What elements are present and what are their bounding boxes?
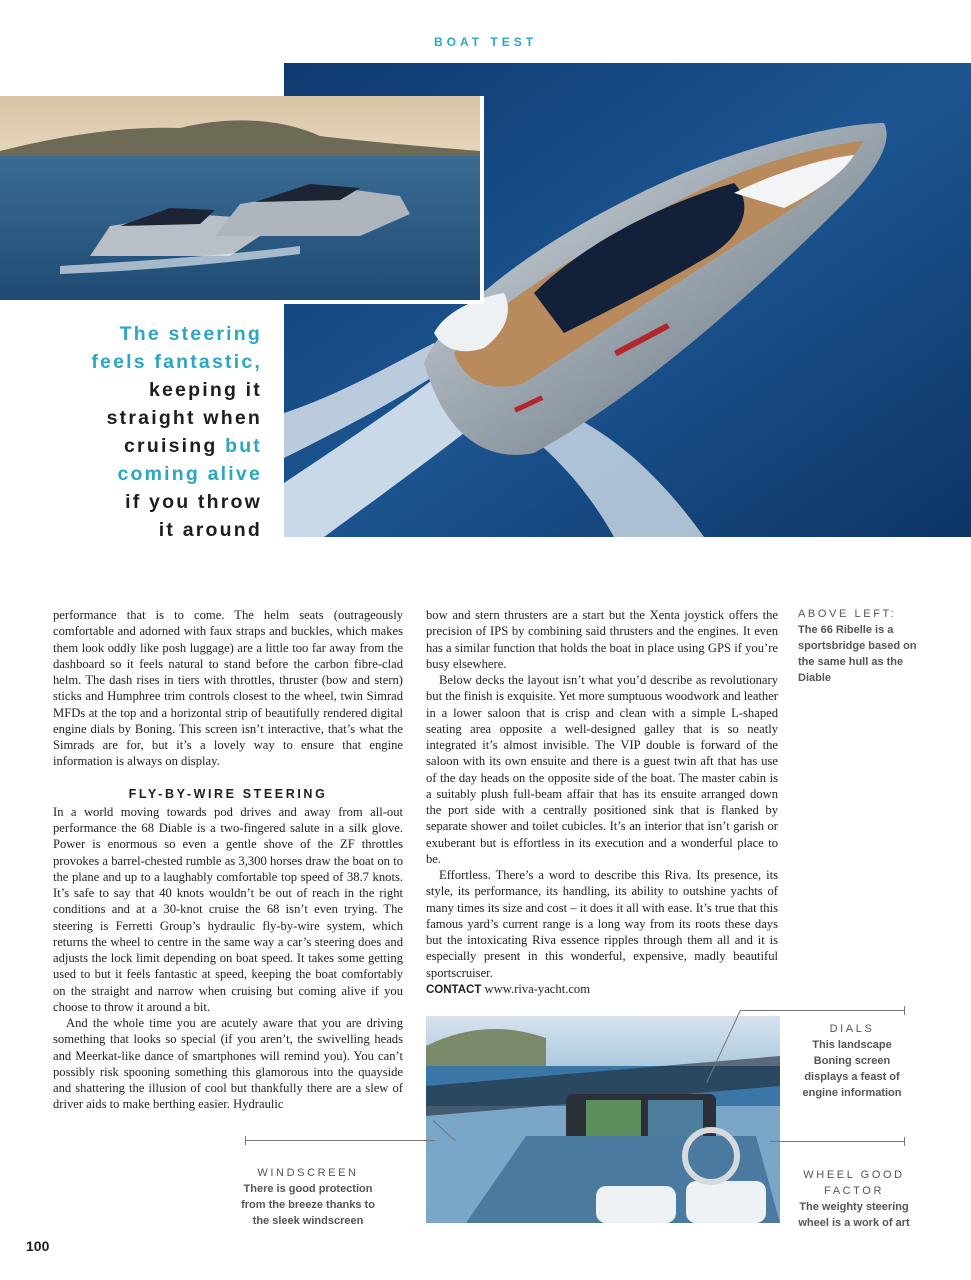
paragraph: bow and stern thrusters are a start but the Xenta joystick offers the precision of IPS by combining said thrusters and the engines. It even has a similar function that holds the boat in place using GPS if you’re busy elsewhere. [426,608,778,671]
pull-quote [40,320,262,544]
pull-quote-line-7: if you throw [125,491,262,513]
contact-line [426,981,778,998]
caption-body: There is good protection from the breeze thanks to the sleek windscreen [241,1183,375,1227]
callout-line-windscreen [245,1140,435,1141]
pull-quote-line-5: cruising but [124,435,262,457]
caption-body: The weighty steering wheel is a work of art [798,1201,910,1229]
caption-wheel [792,1167,916,1231]
caption-body: The 66 Ribelle is a sportsbridge based on the same hull as the Diable [798,624,917,684]
caption-body: This landscape Boning screen displays a feast of engine information [802,1039,902,1099]
contact-url[interactable]: www.riva-yacht.com [484,981,591,996]
caption-heading: WHEEL GOOD FACTOR [803,1169,905,1197]
callout-tick-dials [904,1006,905,1015]
caption-windscreen [236,1165,380,1229]
caption-heading: DIALS [829,1023,875,1035]
caption-above-left [798,606,918,686]
pull-quote-line-4: straight when [106,407,262,429]
island-yachts-illustration [0,96,480,300]
article-column-1 [53,607,403,1113]
helm-photo [426,1016,780,1223]
caption-heading: ABOVE LEFT: [798,608,897,620]
paragraph: And the whole time you are acutely aware that you are driving something that looks so special (if you aren’t, the swivelling heads and Meerkat-like dance of smartphones will remind you). You can’t possibly risk spooning something this glamorous into the quayside and shattering the illusion of cool but thankfully there are a slew of driver aids to make berthing easier. Hydraulic [53,1016,403,1112]
caption-heading: WINDSCREEN [257,1167,359,1179]
section-tag: BOAT TEST [433,35,538,49]
callout-tick-wheel [904,1137,905,1146]
callout-line-dials [740,1010,905,1011]
inset-yachts-photo [0,96,484,304]
paragraph: performance that is to come. The helm seats (outrageously comfortable and adorned with faux straps and buckles, which makes them look oddly like posh luggage) are a little too far away from the dashboard so it feels natural to stand before the carbon fibre-clad helm. The dash rises in tiers with throttles, thruster (bow and stern) sticks and Humphree trim controls closest to the wheel, twin Simrad MFDs at the top and a horizontal strip of beautifully rendered digital engine dials by Boning. This screen isn’t interactive, that’s what the Simrads are for, but it’s a lovely way to ensure that engine information is always on display. [53,608,403,769]
pull-quote-line-6: coming alive [117,463,262,485]
paragraph: Below decks the layout isn’t what you’d describe as revolutionary but the finish is exquisite. Yet more sumptuous woodwork and leather in a lower saloon that is crisp and clean with a simple L-shaped seating area opposite a well-designed galley that is so neatly integrated it’s almost invisible. The VIP double is forward of the saloon with its own ensuite and there is a guest twin aft that has use of the day heads on the opposite side of the boat. The master cabin is a suitably plush full-beam affair that has its ensuite arranged down the port side with a centrally positioned sink that is flanked by separate shower and toilet cubicles. It’s an interior that isn’t garish or exuberant but is effortless in its execution and a wonderful place to be. [426,673,778,866]
pull-quote-line-2: feels fantastic, [91,351,262,373]
paragraph: In a world moving towards pod drives and away from all-out performance the 68 Diable is a two-fingered salute in a silk glove. Power is enormous so even a gentle shove of the ZF throttles provokes a barrel-chested rumble as 3,300 horses draw the boat on to the plane and up to a laughably comfortable top speed of 38.7 knots. It’s safe to say that 40 knots wouldn’t be out of reach in the right conditions and at a 30-knot cruise the 68 isn’t even trying. The steering is Ferretti Group’s hydraulic fly-by-wire system, which returns the wheel to centre in the same way a car’s steering does and adjusts the lock limit depending on boat speed. It takes some getting used to but it feels fantastic at speed, keeping the boat comfortably on the straight and narrow when cruising but coming alive if you choose to throw it around a bit. [53,804,403,1014]
pull-quote-line-1: The steering [119,323,262,345]
page-number: 100 [26,1238,50,1254]
pull-quote-line-3: keeping it [148,379,262,401]
helm-illustration [426,1016,780,1223]
callout-line-wheel [770,1141,904,1142]
contact-label: CONTACT [426,983,482,996]
pull-quote-line-8: it around [158,519,262,541]
subheading: FLY-BY-WIRE STEERING [128,786,328,801]
article-column-2 [426,607,778,998]
callout-tick-windscreen [245,1136,246,1145]
paragraph: Effortless. There’s a word to describe this Riva. Its presence, its style, its performance, its handling, its ability to outshine yachts of many times its size and cost – it does it all with ease. It’s true that this famous yard’s current range is a long way from its roots these days but the intoxicating Riva essence ripples through them all and it is especially present in this wonderful, expensive, madly beautiful sportscruiser. [426,868,778,980]
caption-dials [792,1021,912,1101]
